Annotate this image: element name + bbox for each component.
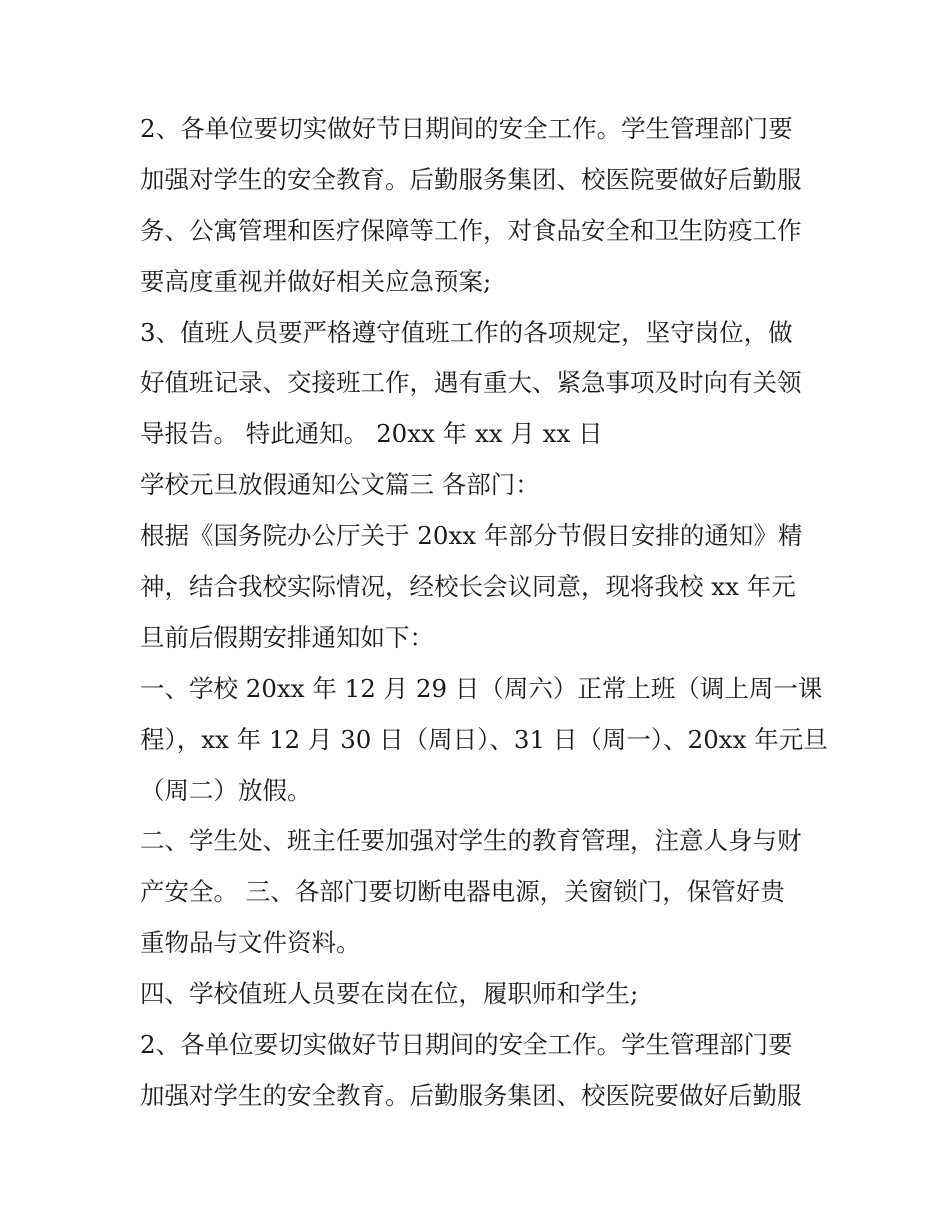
text-line: 2、各单位要切实做好节日期间的安全工作。学生管理部门要 [140,114,793,143]
text-line: （周二）放假。 [140,775,312,805]
text-line: 程），xx 年 12 月 30 日（周日）、31 日（周一）、20xx 年元旦 [140,724,828,754]
text-line: 3、值班人员要严格遵守值班工作的各项规定，坚守岗位，做 [140,317,793,347]
text-line: 导报告。 特此通知。 20xx 年 xx 月 xx 日 [140,419,603,449]
document-body [140,104,830,1122]
text-line: 重物品与文件资料。 [140,928,361,958]
text-line: 加强对学生的安全教育。后勤服务集团、校医院要做好后勤服 [140,164,802,194]
text-line: 四、学校值班人员要在岗在位，履职师和学生; [140,979,639,1009]
text-line: 加强对学生的安全教育。后勤服务集团、校医院要做好后勤服 [140,1080,802,1110]
text-line: 学校元旦放假通知公文篇三 各部门： [140,470,540,500]
text-line: 务、公寓管理和医疗保障等工作，对食品安全和卫生防疫工作 [140,215,802,245]
text-line: 旦前后假期安排通知如下： [140,622,434,652]
text-line: 根据《国务院办公厅关于 20xx 年部分节假日安排的通知》精 [140,521,803,551]
text-line: 二、学生处、班主任要加强对学生的教育管理，注意人身与财 [140,826,802,856]
text-line: 好值班记录、交接班工作，遇有重大、紧急事项及时向有关领 [140,368,802,398]
text-line: 2、各单位要切实做好节日期间的安全工作。学生管理部门要 [140,1030,793,1060]
text-line: 要高度重视并做好相关应急预案; [140,266,492,296]
text-line: 一、学校 20xx 年 12 月 29 日（周六）正常上班（调上周一课 [140,673,823,703]
text-line: 产安全。 三、各部门要切断电器电源，关窗锁门，保管好贵 [140,877,785,907]
text-line: 神，结合我校实际情况，经校长会议同意，现将我校 xx 年元 [140,572,796,602]
